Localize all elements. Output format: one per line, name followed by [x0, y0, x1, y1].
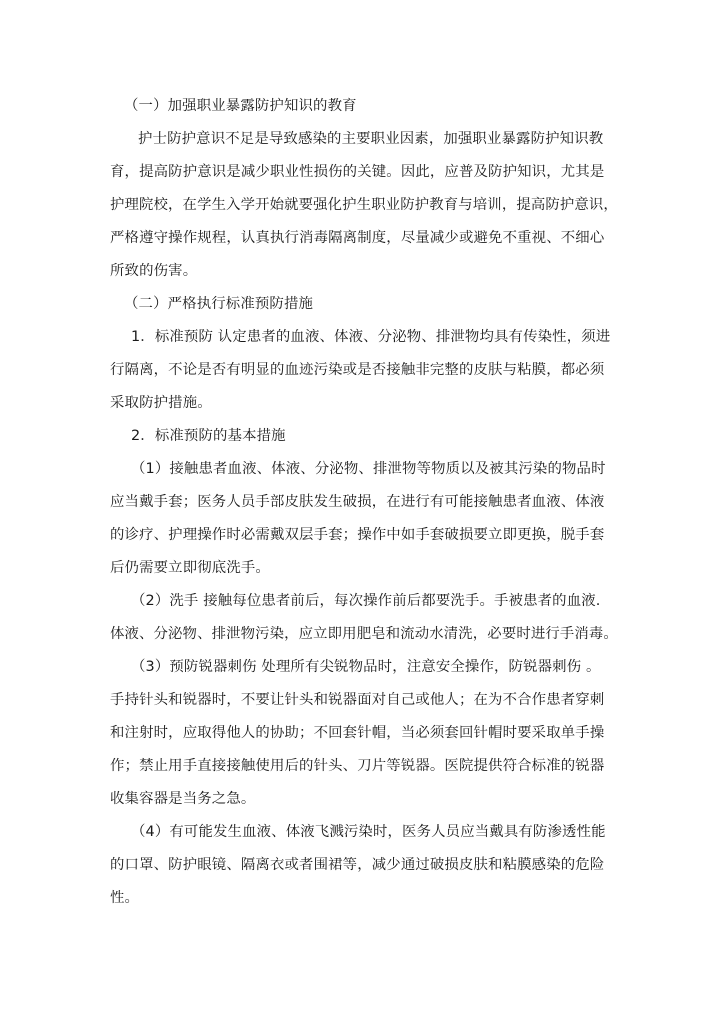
paragraph-line: 作；禁止用手直接接触使用后的针头、刀片等锐器。医院提供符合标准的锐器: [110, 758, 605, 774]
paragraph-line: 的诊疗、护理操作时必需戴双层手套；操作中如手套破损要立即更换，脱手套: [110, 527, 605, 543]
section-heading-1: （一）加强职业暴露防护知识的教育: [124, 98, 357, 114]
paragraph-line: 体液、分泌物、排泄物污染，应立即用肥皂和流动水清洗，必要时进行手消毒。: [110, 626, 618, 642]
paragraph-line: （2）洗手 接触每位患者前后，每次操作前后都要洗手。手被患者的血液.: [131, 593, 601, 609]
paragraph-line: 手持针头和锐器时，不要让针头和锐器面对自己或他人；在为不合作患者穿刺: [110, 692, 605, 708]
subsection-heading: 2．标准预防的基本措施: [131, 428, 286, 444]
paragraph-line: （1）接触患者血液、体液、分泌物、排泄物等物质以及被其污染的物品时: [131, 461, 606, 477]
paragraph-line: 护理院校，在学生入学开始就要强化护生职业防护教育与培训，提高防护意识，: [110, 197, 618, 213]
paragraph-line: （3）预防锐器刺伤 处理所有尖锐物品时，注意安全操作，防锐器刺伤 。: [131, 659, 601, 675]
section-heading-2: （二）严格执行标准预防措施: [124, 296, 314, 312]
paragraph-line: 应当戴手套；医务人员手部皮肤发生破损，在进行有可能接触患者血液、体液: [110, 494, 605, 510]
paragraph-line: 后仍需要立即彻底洗手。: [110, 560, 270, 576]
paragraph-line: 和注射时，应取得他人的协助；不回套针帽，当必须套回针帽时要采取单手操: [110, 725, 605, 741]
paragraph-line: （4）有可能发生血液、体液飞溅污染时，医务人员应当戴具有防渗透性能: [131, 824, 606, 840]
paragraph-line: 1．标准预防 认定患者的血液、体液、分泌物、排泄物均具有传染性，须进: [131, 329, 611, 345]
paragraph-line: 严格遵守操作规程，认真执行消毒隔离制度，尽量减少或避免不重视、不细心: [110, 230, 605, 246]
paragraph-line: 行隔离，不论是否有明显的血迹污染或是否接触非完整的皮肤与粘膜，都必须: [110, 362, 605, 378]
paragraph-line: 育，提高防护意识是减少职业性损伤的关键。因此，应普及防护知识，尤其是: [110, 164, 605, 180]
paragraph-line: 所致的伤害。: [110, 263, 198, 279]
paragraph-line: 的口罩、防护眼镜、隔离衣或者围裙等，减少通过破损皮肤和粘膜感染的危险: [110, 857, 605, 873]
paragraph-line: 护士防护意识不足是导致感染的主要职业因素，加强职业暴露防护知识教: [138, 131, 604, 147]
paragraph-line: 收集容器是当务之急。: [110, 791, 256, 807]
paragraph-line: 采取防护措施。: [110, 395, 212, 411]
paragraph-line: 性。: [110, 890, 140, 906]
